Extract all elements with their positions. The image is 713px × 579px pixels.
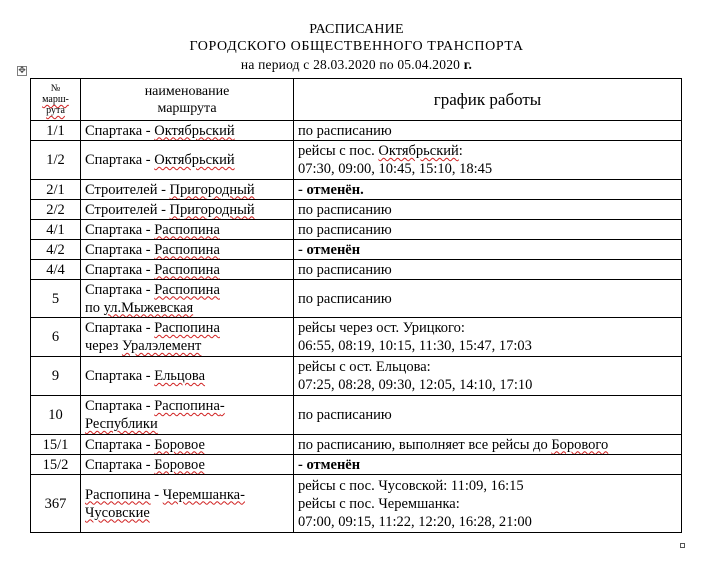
route-schedule [294,280,682,318]
route-name [81,260,294,280]
route-schedule [294,357,682,396]
route-name-end: Октябрьский [154,152,235,168]
route-name-start: Спартака - [85,221,155,238]
schedule-line1: по расписанию [298,407,392,423]
table-row [31,435,682,455]
doc-title-line1: РАСПИСАНИЕ [309,22,404,37]
doc-title-line3 [0,56,713,73]
route-name-start: Строителей - [85,201,170,218]
schedule-line1: - отменён [298,241,361,258]
schedule-line1: рейсы с ост. Ельцова: [298,359,431,375]
route-name-via-point: Уралэлемент [121,338,202,354]
header-num-line1: № [50,83,61,94]
route-name-start: Распопина [85,486,151,503]
route-number: 2/2 [31,200,81,220]
schedule-line2: рейсы с пос. Черемшанка: [298,495,460,512]
route-schedule [294,455,682,475]
route-number: 4/1 [31,220,81,240]
table-row [31,280,682,318]
table-row [31,180,682,200]
route-schedule [294,396,682,435]
route-name [81,280,294,318]
schedule-line1-colon: : [458,143,463,159]
route-name-start: Спартака - [85,456,155,473]
route-name [81,435,294,455]
period-text: на период с 28.03.2020 по 05.04.2020 [240,57,461,72]
schedule-line1: по расписанию [298,261,392,278]
table-row [31,455,682,475]
schedule-line1: рейсы с пос. Чусовской: 11:09, 16:15 [298,477,524,494]
route-number: 1/2 [31,141,81,180]
route-name-end: Боровое [154,436,205,453]
route-name-end: Распопина [154,398,220,414]
route-number: 4/2 [31,240,81,260]
schedule-table [30,78,682,533]
route-schedule [294,180,682,200]
route-name-start: Спартака - [85,122,155,139]
route-name-start: Строителей - [85,181,170,198]
route-name-end: Ельцова [154,368,206,384]
schedule-line2: 06:55, 08:19, 10:15, 11:30, 15:47, 17:03 [298,338,532,354]
header-name-line1: наименование [144,83,230,99]
table-header-row [31,79,682,121]
route-schedule [294,475,682,533]
schedule-line1: - отменён. [298,181,364,198]
route-schedule [294,435,682,455]
route-name-dash: - [219,398,225,414]
table-row [31,357,682,396]
route-number: 6 [31,318,81,357]
schedule-line2: 07:25, 08:28, 09:30, 12:05, 14:10, 17:10 [298,377,533,393]
schedule-line2: 07:30, 09:00, 10:45, 15:10, 18:45 [298,161,493,177]
table-row [31,200,682,220]
route-schedule [294,121,682,141]
schedule-line1: по расписанию [298,201,392,218]
route-schedule [294,200,682,220]
schedule-line1: по расписанию [298,221,392,238]
route-number: 15/2 [31,455,81,475]
schedule-line1: по расписанию [298,122,392,139]
route-name [81,475,294,533]
table-row [31,220,682,240]
route-number: 15/1 [31,435,81,455]
header-name-line2: маршрута [157,100,217,116]
table-row [31,318,682,357]
route-name-via-point: Республики [85,416,158,432]
route-name-start: Спартака - [85,152,155,168]
header-route-number [31,79,81,121]
schedule-line1: рейсы через ост. Урицкого: [298,320,465,336]
route-name-end: Распопина [154,241,220,258]
route-schedule [294,141,682,180]
period-suffix: г. [463,57,473,72]
route-name-end: Распопина [154,320,220,336]
route-name [81,220,294,240]
route-name-end: Распопина [154,281,220,298]
route-name [81,318,294,357]
route-number: 367 [31,475,81,533]
doc-title-line2: ГОРОДСКОГО ОБЩЕСТВЕННОГО ТРАНСПОРТА [189,39,524,54]
schedule-line1: рейсы с пос. [298,143,379,159]
route-name [81,141,294,180]
route-number: 2/1 [31,180,81,200]
route-name [81,455,294,475]
route-name [81,240,294,260]
route-name [81,396,294,435]
route-name [81,121,294,141]
route-name [81,357,294,396]
route-name-dash: - [240,486,245,503]
route-number: 4/4 [31,260,81,280]
route-number: 5 [31,280,81,318]
schedule-line1: по расписанию, выполняет все рейсы до [298,436,552,453]
route-number: 1/1 [31,121,81,141]
schedule-line1-place: Борового [551,436,609,453]
route-schedule [294,240,682,260]
schedule-line1: по расписанию [298,290,392,307]
header-num-line2: марш- [42,94,69,105]
header-num-line3: рута [46,105,65,116]
route-name [81,200,294,220]
route-name-end: Боровое [154,456,205,473]
route-name-end: Пригородный [169,181,255,198]
schedule-line1-place: Октябрьский [378,143,459,159]
route-schedule [294,220,682,240]
table-row [31,141,682,180]
route-name-via: по [85,299,104,316]
route-name-end: Октябрьский [154,122,235,139]
route-name-start: Спартака - [85,368,155,384]
route-name-end: Распопина [154,221,220,238]
table-row [31,396,682,435]
route-name-start: Спартака - [85,436,155,453]
route-name [81,180,294,200]
table-row [31,121,682,141]
route-name-sep: - [150,486,163,503]
route-schedule [294,260,682,280]
table-row [31,475,682,533]
route-name-via: через [85,338,122,354]
header-schedule: график работы [294,79,682,121]
route-name-via-point: ул.Мыжевская [103,299,194,316]
route-name-end: Пригородный [169,201,255,218]
schedule-line3: 07:00, 09:15, 11:22, 12:20, 16:28, 21:00 [298,513,532,530]
route-number: 9 [31,357,81,396]
table-row [31,240,682,260]
route-schedule [294,318,682,357]
route-name-start: Спартака - [85,398,155,414]
route-name-end: Распопина [154,261,220,278]
route-name-start: Спартака - [85,281,155,298]
schedule-line1: - отменён [298,456,361,473]
table-row [31,260,682,280]
move-cross-icon[interactable]: ✥ [18,66,26,76]
route-name-start: Спартака - [85,241,155,258]
route-name-start: Спартака - [85,261,155,278]
route-name-end: Черемшанка [162,486,241,503]
route-name-via-point: Чусовские [85,504,150,521]
route-name-start: Спартака - [85,320,155,336]
header-route-name [81,79,294,121]
route-number: 10 [31,396,81,435]
resize-square-icon[interactable] [680,543,685,548]
